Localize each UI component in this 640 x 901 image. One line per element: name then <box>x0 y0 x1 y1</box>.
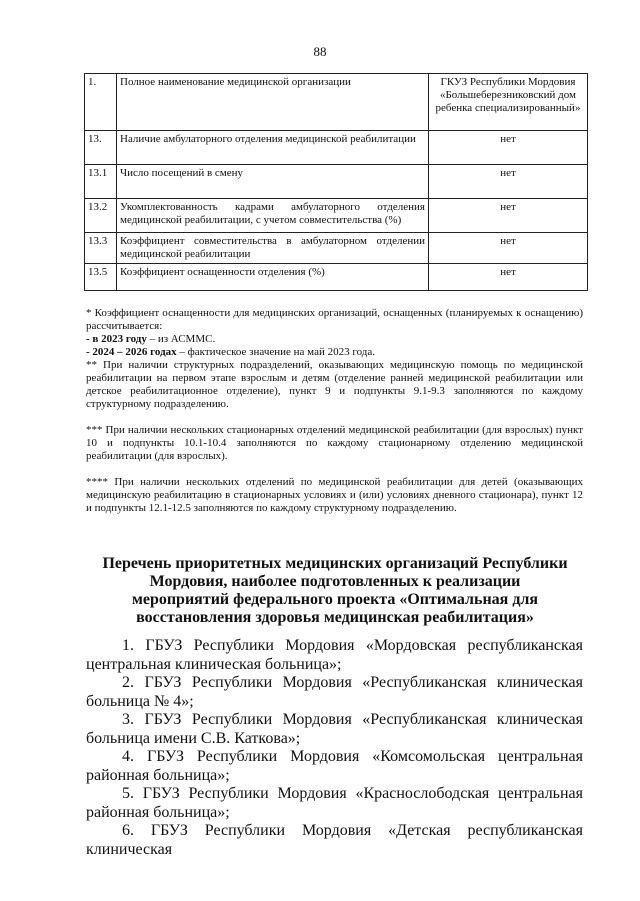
page-number: 88 <box>313 44 327 59</box>
row-num: 13.5 <box>85 264 117 291</box>
footnote-4: **** При наличии нескольких отделений по медицинской реабилитации для детей (оказывающих медицинскую реабилитацию в стационарных условиях и (или) условиях дневного стационара), пункт 12 и подпункты 12.1-12.5 заполняются по каждому структурному подразделению. <box>86 476 583 514</box>
footnotes <box>86 307 583 515</box>
footnote-1-item-a <box>86 333 583 346</box>
list-item: 1. ГБУЗ Республики Мордовия «Мордовская республиканская центральная клиническая больница»; <box>86 637 583 673</box>
row-name: Число посещений в смену <box>117 165 429 199</box>
row-name: Коэффициент оснащенности отделения (%) <box>117 264 429 291</box>
table-row <box>85 165 588 199</box>
row-num: 13.1 <box>85 165 117 199</box>
table-header-num: 1. <box>85 74 117 131</box>
row-value: нет <box>429 199 588 233</box>
organization-table <box>84 73 588 291</box>
list-item: 6. ГБУЗ Республики Мордовия «Детская республиканская клиническая <box>86 822 583 858</box>
footnote-1-item-a-label: - в 2023 году <box>86 333 147 345</box>
table-row <box>85 131 588 165</box>
list-item: 4. ГБУЗ Республики Мордовия «Комсомольская центральная районная больница»; <box>86 748 583 784</box>
footnote-1-item-b <box>86 346 583 359</box>
footnote-3: *** При наличии нескольких стационарных отделений медицинской реабилитации (для взрослых) пункт 10 и подпункты 10.1-10.4 заполняются по каждому стационарному отделению медицинской реабилитации (для взрослых). <box>86 424 583 462</box>
footnote-1-item-b-label: - 2024 – 2026 годах <box>86 346 177 358</box>
footnote-1-item-b-text: – фактическое значение на май 2023 года. <box>176 346 375 358</box>
table-header-name: Полное наименование медицинской организации <box>117 74 429 131</box>
row-value: нет <box>429 264 588 291</box>
row-num: 13. <box>85 131 117 165</box>
table-header-row <box>85 74 588 131</box>
row-value: нет <box>429 233 588 264</box>
row-num: 13.2 <box>85 199 117 233</box>
section-heading: Перечень приоритетных медицинских организаций Республики Мордовия, наиболее подготовленных к реализации мероприятий федерального проекта «Оптимальная для восстановления здоровья медицинская реабилитация» <box>102 555 568 626</box>
row-num: 13.3 <box>85 233 117 264</box>
table-header-value: ГКУЗ Республики Мордовия «Большеберезниковский дом ребенка специализированный» <box>429 74 588 131</box>
table-row <box>85 233 588 264</box>
list-item: 2. ГБУЗ Республики Мордовия «Республиканская клиническая больница № 4»; <box>86 674 583 710</box>
row-value: нет <box>429 165 588 199</box>
table-row <box>85 199 588 233</box>
row-value: нет <box>429 131 588 165</box>
list-item: 3. ГБУЗ Республики Мордовия «Республиканская клиническая больница имени С.В. Каткова»; <box>86 711 583 747</box>
footnote-1: * Коэффициент оснащенности для медицинских организаций, оснащенных (планируемых к оснащению) рассчитывается: <box>86 307 583 332</box>
footnote-2: ** При наличии структурных подразделений, оказывающих медицинскую помощь по медицинской реабилитации на первом этапе взрослым и детям (отделение ранней медицинской реабилитации или детское реабилитационное отделение), пункт 9 и подпункты 9.1-9.3 заполняются по каждому структурному подразделению. <box>86 359 583 410</box>
table-row <box>85 264 588 291</box>
list-item: 5. ГБУЗ Республики Мордовия «Краснослободская центральная районная больница»; <box>86 785 583 821</box>
row-name: Коэффициент совместительства в амбулаторном отделении медицинской реабилитации <box>117 233 429 264</box>
footnote-1-item-a-text: – из АСММС. <box>146 333 216 345</box>
row-name: Укомплектованность кадрами амбулаторного отделения медицинской реабилитации, с учетом совместительства (%) <box>117 199 429 233</box>
organization-list <box>86 637 583 859</box>
row-name: Наличие амбулаторного отделения медицинской реабилитации <box>117 131 429 165</box>
